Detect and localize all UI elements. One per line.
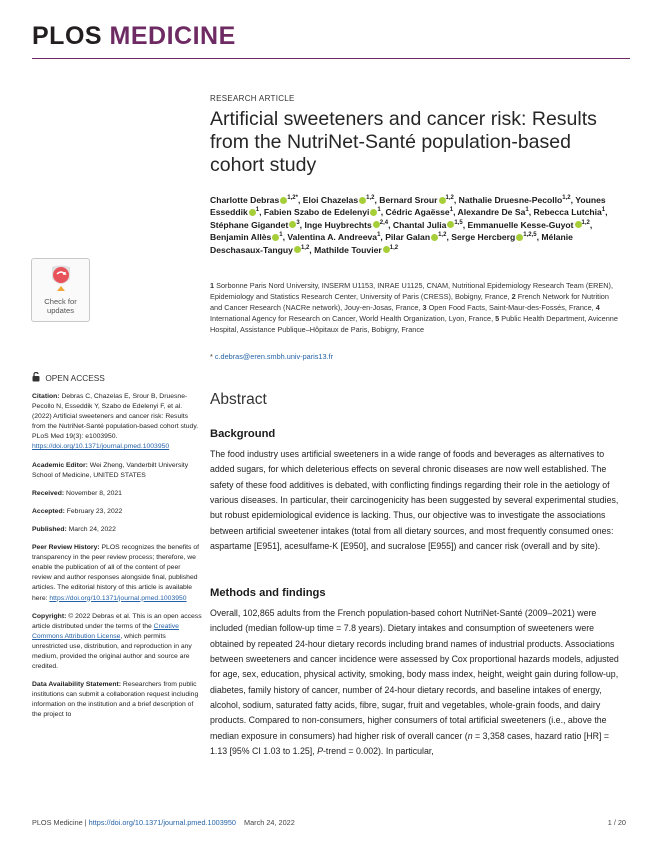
peer-review-text: PLOS recognizes the benefits of transparency in the peer review process; therefore, we enable the publication of all of the content of peer review and author responses alongside final, published articles. The editorial history of this article is available here: [32,544,199,602]
journal-name-plos: PLOS [32,22,103,50]
author-name: Serge Hercberg [451,232,516,243]
author-name: Stéphane Gigandet [210,219,289,230]
orcid-icon[interactable] [249,209,256,216]
peer-review-block [32,543,202,604]
author-name: Younes Esseddik [210,195,606,218]
affiliations [210,280,620,335]
author [379,195,454,205]
peer-review-label: Peer Review History: [32,544,100,552]
author-name: Mélanie Deschasaux-Tanguy [210,232,573,255]
affiliation-number: 5 [495,314,502,323]
author-affiliation-sup: 2,4 [379,219,389,226]
author-name: Bernard Srour [379,195,438,205]
copyright-label: Copyright: [32,612,67,620]
affiliation-text: Sorbonne Paris Nord University, INSERM U1153, INRAE U1125, CNAM, Nutritional Epidemiology Research Team (EREN), Epidemiology and Statistics Research Center, University of Paris (CRESS), Bobigny, France, [210,281,613,301]
article-title: Artificial sweeteners and cancer risk: Results from the NutriNet-Santé population-based cohort study [210,108,597,176]
author-name: Charlotte Debras [210,195,280,205]
author-name: Eloi Chazelas [302,195,359,205]
author-affiliation-sup: 1,2 [445,195,454,202]
methods-text-part1: Overall, 102,865 adults from the French population-based cohort NutriNet-Santé (2009–2021) were included (median follow-up time = 7.8 years). Dietary intakes and consumption of sweeteners were obtained by repeated 24-hour dietary records including brand names of industrial products. Associations between sweeteners and cancer incidence were assessed by Cox proportional hazards models, adjusted for age, sex, education, physical activity, smoking, body mass index, height, weight gain during follow-up, diabetes, family history of cancer, number of 24-hour dietary records, and baseline intakes of energy, alcohol, sodium, saturated fatty acids, fibre, sugar, fruit and vegetables, whole-grain foods, and dairy products. Compared to non-consumers, higher consumers of total artificial sweeteners (i.e., above the median exposure in consumers) had higher risk of overall cancer ( [210,608,619,741]
orcid-icon[interactable] [383,246,390,253]
author [451,232,536,242]
academic-editor-block [32,461,202,481]
orcid-icon[interactable] [294,246,301,253]
author [468,220,590,230]
editor-label: Academic Editor: [32,461,88,469]
author [458,207,529,217]
footer-doi-link[interactable]: https://doi.org/10.1371/journal.pmed.1003950 [88,818,236,827]
data-availability-label: Data Availability Statement: [32,681,122,689]
author-name: Nathalie Druesne-Pecollo [458,195,563,205]
data-availability-text: Researchers from public institutions can submit a collaboration request including information on the institution and a brief description of the project to [32,681,199,719]
author-affiliation-sup: 1,2* [287,195,298,202]
affiliation-text: Open Food Facts, Saint-Maur-des-Fossés, France, [428,303,596,312]
author-name: Cédric Agaësse [385,207,450,218]
author [386,207,454,217]
peer-review-link[interactable]: https://doi.org/10.1371/journal.pmed.1003950 [49,594,187,602]
affiliation-text: International Agency for Research on Cancer, World Health Organization, Lyon, France, [210,314,496,323]
author-name: Benjamin Allès [210,232,272,243]
affiliation-number: 2 [511,292,518,301]
citation-text: Debras C, Chazelas E, Srour B, Druesne-Pecollo N, Esseddik Y, Szabo de Edelenyi F, et al. (2022) Artificial sweeteners and cancer risk: Results from the NutriNet-Santé population-based cohort study. PLoS Med 19(3): e1003950. [32,393,199,441]
page-footer [32,818,626,827]
author-name: Alexandre De Sa [457,207,526,218]
methods-text-part2: = 3,358 cases, hazard ratio [HR] = 1.13 [95% CI 1.03 to 1.25], [210,730,610,756]
author-affiliation-sup: 1,5 [454,219,463,226]
author [385,232,446,242]
orcid-icon[interactable] [373,221,380,228]
author-name: Mathilde Touvier [314,244,382,255]
orcid-icon[interactable] [575,221,582,228]
author [210,220,300,230]
published-date: March 24, 2022 [68,525,116,533]
affiliation-number: 3 [422,303,429,312]
background-heading: Background [210,428,276,440]
author [210,195,298,205]
methods-text-part3: -trend = 0.002). In particular, [322,745,434,756]
check-updates-line2: updates [46,306,75,315]
open-lock-icon [32,372,40,382]
author-name: Pilar Galan [385,232,431,243]
methods-text [210,606,624,759]
published-block [32,525,202,535]
author-affiliation-sup: 1,2 [366,195,375,202]
methods-p-label: P [317,745,323,756]
author [304,220,388,230]
citation-doi-link[interactable]: https://doi.org/10.1371/journal.pmed.1003950 [32,443,170,451]
abstract-heading: Abstract [210,391,267,408]
author [287,232,380,242]
author-name: Chantal Julia [392,219,447,230]
open-access-label: OPEN ACCESS [45,373,105,383]
author-name: Valentina A. Andreeva [287,232,378,243]
author-name: Emmanuelle Kesse-Guyot [467,219,574,230]
footer-separator: | [84,818,87,827]
background-text: The food industry uses artificial sweeteners in a wide range of foods and beverages as alternatives to added sugars, for which deleterious effects on several chronic diseases are now well established. The safety of these food additives is debated, with conflicting findings regarding their role in the aetiology of various diseases. In particular, their carcinogenicity has been suggested by several experimental studies, but robust epidemiological evidence is lacking. Thus, our objective was to investigate the associations between artificial sweetener intakes (total from all dietary sources, and most frequently consumed ones: aspartame [E951], acesulfame-K [E950], and sucralose [E955]) and cancer risk (overall and by site). [210,449,619,551]
author-affiliation-sup: 1,2 [562,195,571,202]
footer-page-number: 1 / 20 [607,818,626,827]
affiliation-text: Public Health Department, Avicenne Hospital, Assistance Publique–Hôpitaux de Paris, Bobigny, France [210,314,618,334]
author [314,245,398,255]
article-metadata-sidebar [32,392,202,729]
citation-block [32,392,202,453]
article-type: RESEARCH ARTICLE [210,94,295,103]
author-affiliation-sup: 1,2 [581,219,590,226]
check-updates-line1: Check for [44,297,77,306]
copyright-block [32,612,202,673]
journal-name-medicine: MEDICINE [109,22,236,50]
author [210,232,283,242]
author-name: Inge Huybrechts [304,219,372,230]
orcid-icon[interactable] [439,197,446,204]
author [264,207,381,217]
header-rule [32,58,630,59]
author [393,220,463,230]
affiliation-number: 1 [210,281,217,290]
author-affiliation-sup: 1 [449,207,454,214]
license-link[interactable]: Creative Commons Attribution License [32,622,179,640]
citation-label: Citation: [32,393,60,400]
author-affiliation-sup: 1 [377,232,381,239]
footer-date: March 24, 2022 [244,818,295,827]
accepted-date: February 23, 2022 [66,507,123,515]
check-updates-icon [48,264,74,294]
author-affiliation-sup: 1,2 [438,232,447,239]
author-name: Rebecca Lutchia [533,207,602,218]
methods-n-label: n [467,730,473,741]
author-list: Charlotte Debras $^{1,2*}$, Eloi Chazelas $^{1,2}$, Bernard Srour $^{1,2}$, Nathalie Druesne-Pecollo$^{1,2}$, Younes Esseddik $^1$, Fabien Szabo de Edelenyi $^1$, Cédric Agaësse$^1$, Alexandre De Sa$^1$, Rebecca Lutchia$^1$, Stéphane Gigandet $^3$, Inge Huybrechts $^{2,4}$, Chantal Julia $^{1,5}$, Emmanuelle Kesse-Guyot $^{1,2}$, Benjamin Allès $^1$, Valentina A. Andreeva$^1$, Pilar Galan $^{1,2}$, Serge Hercberg $^{1,2,5}$, Mélanie Deschasaux-Tanguy $^{1,2}$, Mathilde Touvier $^{1,2}$ [210,195,608,255]
affiliation-text: French Network for Nutrition and Cancer Research (NACRe network), Jouy-en-Josas, France, [210,292,609,312]
author-affiliation-sup: 1 [525,207,529,214]
footer-journal: PLOS Medicine [32,818,83,827]
received-block [32,489,202,499]
author [303,195,375,205]
correspondence [210,352,333,361]
open-access-badge [32,372,105,383]
published-label: Published: [32,525,67,533]
author-affiliation-sup: 1,2 [300,244,310,251]
check-for-updates-badge[interactable] [31,258,90,322]
author-affiliation-sup: 1,2,5 [523,232,537,239]
received-label: Received: [32,489,65,497]
editor-text: Wei Zheng, Vanderbilt University School of Medicine, UNITED STATES [32,461,189,479]
accepted-block [32,507,202,517]
accepted-label: Accepted: [32,507,65,515]
check-updates-label [32,297,89,315]
author [533,207,605,217]
received-date: November 8, 2021 [66,489,122,497]
correspondence-star: * [210,352,213,361]
author-affiliation-sup: 1 [601,207,606,214]
author-affiliation-sup: 1 [255,207,260,214]
author-affiliation-sup: 1,2 [389,244,399,251]
author [459,195,571,205]
correspondence-email-link[interactable]: c.debras@eren.smbh.univ-paris13.fr [214,352,334,361]
copyright-text-cont: , which permits unrestricted use, distribution, and reproduction in any medium, provided the original author and source are credited. [32,632,192,671]
copyright-text: © 2022 Debras et al. This is an open access article distributed under the terms of the [32,612,202,630]
author-affiliation-sup: 3 [296,219,300,226]
author-affiliation-sup: 1 [279,232,283,239]
journal-logo [32,22,236,51]
author-affiliation-sup: 1 [377,207,381,214]
author-name: Fabien Szabo de Edelenyi [263,207,370,218]
methods-heading: Methods and findings [210,587,326,599]
affiliation-number: 4 [595,303,600,312]
data-availability-block [32,680,202,720]
